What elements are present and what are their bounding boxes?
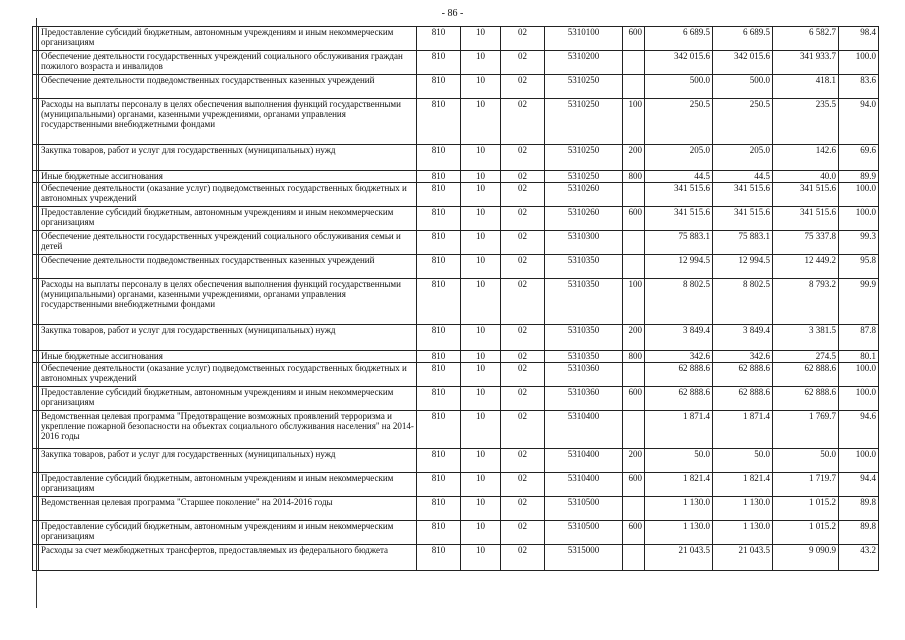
cell-percent: 100.0 [839, 183, 879, 207]
cell-ved: 810 [417, 351, 461, 363]
cell-percent: 99.9 [839, 279, 879, 325]
cell-rz: 10 [461, 75, 501, 99]
cell-percent: 100.0 [839, 207, 879, 231]
cell-rz: 10 [461, 51, 501, 75]
cell-vr: 100 [623, 99, 645, 145]
cell-rz: 10 [461, 351, 501, 363]
cell-executed: 341 515.6 [773, 183, 839, 207]
cell-rz: 10 [461, 171, 501, 183]
cell-plan: 12 994.5 [645, 255, 713, 279]
cell-executed: 1 719.7 [773, 473, 839, 497]
cell-pr: 02 [501, 145, 545, 171]
cell-percent: 100.0 [839, 387, 879, 411]
cell-ved: 810 [417, 145, 461, 171]
cell-plan: 6 689.5 [645, 27, 713, 51]
cell-percent: 89.9 [839, 171, 879, 183]
cell-csr: 5310500 [545, 521, 623, 545]
cell-name: Закупка товаров, работ и услуг для государственных (муниципальных) нужд [39, 325, 417, 351]
cell-rz: 10 [461, 255, 501, 279]
table-row [33, 387, 879, 411]
cell-rz: 10 [461, 411, 501, 449]
cell-approved: 1 130.0 [713, 521, 773, 545]
table-row [33, 449, 879, 473]
cell-percent: 94.0 [839, 99, 879, 145]
cell-name: Иные бюджетные ассигнования [39, 351, 417, 363]
cell-csr: 5310350 [545, 351, 623, 363]
cell-executed: 142.6 [773, 145, 839, 171]
cell-approved: 8 802.5 [713, 279, 773, 325]
cell-csr: 5310350 [545, 255, 623, 279]
cell-approved: 44.5 [713, 171, 773, 183]
cell-plan: 3 849.4 [645, 325, 713, 351]
table-row [33, 27, 879, 51]
cell-plan: 342 015.6 [645, 51, 713, 75]
cell-executed: 12 449.2 [773, 255, 839, 279]
cell-rz: 10 [461, 27, 501, 51]
cell-ved: 810 [417, 183, 461, 207]
cell-ved: 810 [417, 75, 461, 99]
cell-csr: 5310500 [545, 497, 623, 521]
cell-ved: 810 [417, 51, 461, 75]
cell-executed: 235.5 [773, 99, 839, 145]
cell-name: Расходы на выплаты персоналу в целях обеспечения выполнения функций государственными (муниципальными) органами, казенными учреждениями, органами управления государственными внебюджетными фондами [39, 279, 417, 325]
cell-executed: 418.1 [773, 75, 839, 99]
cell-csr: 5310400 [545, 473, 623, 497]
cell-executed: 1 015.2 [773, 497, 839, 521]
cell-rz: 10 [461, 449, 501, 473]
cell-executed: 8 793.2 [773, 279, 839, 325]
cell-plan: 1 130.0 [645, 497, 713, 521]
cell-pr: 02 [501, 231, 545, 255]
cell-csr: 5310200 [545, 51, 623, 75]
table-row [33, 545, 879, 571]
cell-ved: 810 [417, 279, 461, 325]
cell-csr: 5310250 [545, 171, 623, 183]
cell-name: Ведомственная целевая программа "Предотвращение возможных проявлений терроризма и укрепление пожарной безопасности на объектах социального обслуживания населения" на 2014-2016 годы [39, 411, 417, 449]
cell-vr [623, 545, 645, 571]
cell-csr: 5310260 [545, 207, 623, 231]
cell-vr [623, 363, 645, 387]
cell-name: Предоставление субсидий бюджетным, автономным учреждениям и иным некоммерческим организациям [39, 27, 417, 51]
table-row [33, 207, 879, 231]
cell-pr: 02 [501, 473, 545, 497]
cell-vr: 200 [623, 325, 645, 351]
cell-rz: 10 [461, 145, 501, 171]
cell-percent: 87.8 [839, 325, 879, 351]
cell-approved: 3 849.4 [713, 325, 773, 351]
cell-percent: 99.3 [839, 231, 879, 255]
cell-pr: 02 [501, 171, 545, 183]
cell-vr: 200 [623, 145, 645, 171]
cell-percent: 100.0 [839, 449, 879, 473]
cell-pr: 02 [501, 545, 545, 571]
cell-rz: 10 [461, 521, 501, 545]
cell-percent: 83.6 [839, 75, 879, 99]
table-row [33, 411, 879, 449]
table-row [33, 351, 879, 363]
table-body [33, 27, 879, 571]
cell-approved: 250.5 [713, 99, 773, 145]
cell-executed: 62 888.6 [773, 387, 839, 411]
cell-name: Обеспечение деятельности подведомственных государственных казенных учреждений [39, 255, 417, 279]
cell-ved: 810 [417, 521, 461, 545]
cell-vr [623, 183, 645, 207]
cell-rz: 10 [461, 473, 501, 497]
cell-percent: 43.2 [839, 545, 879, 571]
table-row [33, 497, 879, 521]
cell-name: Расходы за счет межбюджетных трансфертов, предоставляемых из федерального бюджета [39, 545, 417, 571]
cell-rz: 10 [461, 325, 501, 351]
cell-ved: 810 [417, 411, 461, 449]
cell-pr: 02 [501, 75, 545, 99]
cell-executed: 341 515.6 [773, 207, 839, 231]
cell-rz: 10 [461, 497, 501, 521]
cell-name: Предоставление субсидий бюджетным, автономным учреждениям и иным некоммерческим организациям [39, 473, 417, 497]
cell-percent: 89.8 [839, 521, 879, 545]
cell-plan: 1 871.4 [645, 411, 713, 449]
cell-plan: 8 802.5 [645, 279, 713, 325]
cell-name: Обеспечение деятельности (оказание услуг) подведомственных государственных бюджетных и автономных учреждений [39, 363, 417, 387]
cell-executed: 62 888.6 [773, 363, 839, 387]
cell-rz: 10 [461, 387, 501, 411]
cell-approved: 6 689.5 [713, 27, 773, 51]
cell-executed: 274.5 [773, 351, 839, 363]
cell-name: Ведомственная целевая программа "Старшее поколение" на 2014-2016 годы [39, 497, 417, 521]
cell-pr: 02 [501, 521, 545, 545]
cell-csr: 5310250 [545, 75, 623, 99]
budget-table [32, 26, 879, 571]
cell-approved: 500.0 [713, 75, 773, 99]
table-row [33, 325, 879, 351]
cell-rz: 10 [461, 279, 501, 325]
cell-pr: 02 [501, 207, 545, 231]
cell-executed: 9 090.9 [773, 545, 839, 571]
cell-rz: 10 [461, 545, 501, 571]
cell-executed: 50.0 [773, 449, 839, 473]
cell-approved: 1 871.4 [713, 411, 773, 449]
cell-ved: 810 [417, 363, 461, 387]
cell-ved: 810 [417, 255, 461, 279]
cell-ved: 810 [417, 171, 461, 183]
cell-vr: 600 [623, 27, 645, 51]
table-row [33, 363, 879, 387]
cell-percent: 94.6 [839, 411, 879, 449]
cell-ved: 810 [417, 449, 461, 473]
cell-vr: 600 [623, 521, 645, 545]
cell-ved: 810 [417, 387, 461, 411]
cell-csr: 5310400 [545, 449, 623, 473]
cell-approved: 62 888.6 [713, 387, 773, 411]
cell-approved: 341 515.6 [713, 183, 773, 207]
cell-name: Закупка товаров, работ и услуг для государственных (муниципальных) нужд [39, 145, 417, 171]
cell-csr: 5310360 [545, 363, 623, 387]
cell-vr: 600 [623, 473, 645, 497]
cell-executed: 1 015.2 [773, 521, 839, 545]
table-row [33, 521, 879, 545]
table-row [33, 171, 879, 183]
cell-plan: 50.0 [645, 449, 713, 473]
cell-rz: 10 [461, 207, 501, 231]
cell-csr: 5310100 [545, 27, 623, 51]
cell-pr: 02 [501, 99, 545, 145]
cell-pr: 02 [501, 255, 545, 279]
cell-csr: 5315000 [545, 545, 623, 571]
cell-ved: 810 [417, 231, 461, 255]
cell-ved: 810 [417, 545, 461, 571]
cell-vr: 600 [623, 387, 645, 411]
cell-vr [623, 231, 645, 255]
cell-percent: 100.0 [839, 51, 879, 75]
cell-approved: 50.0 [713, 449, 773, 473]
cell-name: Обеспечение деятельности государственных учреждений социального обслуживания семьи и детей [39, 231, 417, 255]
cell-name: Закупка товаров, работ и услуг для государственных (муниципальных) нужд [39, 449, 417, 473]
cell-csr: 5310400 [545, 411, 623, 449]
cell-pr: 02 [501, 279, 545, 325]
cell-executed: 1 769.7 [773, 411, 839, 449]
table-row [33, 183, 879, 207]
cell-plan: 62 888.6 [645, 363, 713, 387]
cell-percent: 94.4 [839, 473, 879, 497]
cell-plan: 1 130.0 [645, 521, 713, 545]
cell-name: Расходы на выплаты персоналу в целях обеспечения выполнения функций государственными (муниципальными) органами, казенными учреждениями, органами управления государственными внебюджетными фондами [39, 99, 417, 145]
table-row [33, 51, 879, 75]
cell-plan: 1 821.4 [645, 473, 713, 497]
cell-vr [623, 75, 645, 99]
cell-vr: 800 [623, 351, 645, 363]
cell-pr: 02 [501, 325, 545, 351]
cell-executed: 341 933.7 [773, 51, 839, 75]
cell-csr: 5310350 [545, 279, 623, 325]
cell-name: Предоставление субсидий бюджетным, автономным учреждениям и иным некоммерческим организациям [39, 387, 417, 411]
cell-rz: 10 [461, 231, 501, 255]
cell-plan: 62 888.6 [645, 387, 713, 411]
cell-pr: 02 [501, 183, 545, 207]
cell-pr: 02 [501, 351, 545, 363]
cell-csr: 5310350 [545, 325, 623, 351]
cell-executed: 75 337.8 [773, 231, 839, 255]
cell-approved: 341 515.6 [713, 207, 773, 231]
cell-approved: 62 888.6 [713, 363, 773, 387]
cell-vr [623, 51, 645, 75]
cell-approved: 75 883.1 [713, 231, 773, 255]
cell-approved: 1 130.0 [713, 497, 773, 521]
cell-plan: 75 883.1 [645, 231, 713, 255]
cell-plan: 250.5 [645, 99, 713, 145]
cell-pr: 02 [501, 449, 545, 473]
cell-rz: 10 [461, 99, 501, 145]
cell-approved: 342 015.6 [713, 51, 773, 75]
table-row [33, 279, 879, 325]
cell-name: Обеспечение деятельности подведомственных государственных казенных учреждений [39, 75, 417, 99]
cell-executed: 6 582.7 [773, 27, 839, 51]
cell-approved: 21 043.5 [713, 545, 773, 571]
cell-executed: 3 381.5 [773, 325, 839, 351]
cell-percent: 69.6 [839, 145, 879, 171]
cell-percent: 80.1 [839, 351, 879, 363]
cell-vr [623, 411, 645, 449]
cell-plan: 341 515.6 [645, 183, 713, 207]
cell-vr: 600 [623, 207, 645, 231]
cell-csr: 5310260 [545, 183, 623, 207]
cell-name: Предоставление субсидий бюджетным, автономным учреждениям и иным некоммерческим организациям [39, 521, 417, 545]
cell-pr: 02 [501, 363, 545, 387]
cell-name: Обеспечение деятельности (оказание услуг) подведомственных государственных бюджетных и автономных учреждений [39, 183, 417, 207]
cell-pr: 02 [501, 387, 545, 411]
cell-name: Иные бюджетные ассигнования [39, 171, 417, 183]
cell-csr: 5310250 [545, 145, 623, 171]
cell-approved: 205.0 [713, 145, 773, 171]
cell-vr: 100 [623, 279, 645, 325]
cell-name: Предоставление субсидий бюджетным, автономным учреждениям и иным некоммерческим организациям [39, 207, 417, 231]
table-row [33, 473, 879, 497]
cell-ved: 810 [417, 27, 461, 51]
cell-executed: 40.0 [773, 171, 839, 183]
cell-plan: 500.0 [645, 75, 713, 99]
cell-ved: 810 [417, 325, 461, 351]
cell-plan: 21 043.5 [645, 545, 713, 571]
cell-percent: 95.8 [839, 255, 879, 279]
table-row [33, 75, 879, 99]
table-row [33, 145, 879, 171]
cell-pr: 02 [501, 27, 545, 51]
cell-vr [623, 497, 645, 521]
cell-csr: 5310360 [545, 387, 623, 411]
cell-rz: 10 [461, 183, 501, 207]
cell-csr: 5310300 [545, 231, 623, 255]
cell-ved: 810 [417, 497, 461, 521]
cell-pr: 02 [501, 411, 545, 449]
cell-name: Обеспечение деятельности государственных учреждений социального обслуживания граждан пожилого возраста и инвалидов [39, 51, 417, 75]
cell-vr: 800 [623, 171, 645, 183]
page-number: - 86 - [441, 8, 464, 19]
cell-approved: 342.6 [713, 351, 773, 363]
cell-percent: 89.8 [839, 497, 879, 521]
table-row [33, 231, 879, 255]
cell-pr: 02 [501, 51, 545, 75]
cell-plan: 205.0 [645, 145, 713, 171]
cell-approved: 12 994.5 [713, 255, 773, 279]
cell-vr: 200 [623, 449, 645, 473]
table-row [33, 255, 879, 279]
cell-plan: 341 515.6 [645, 207, 713, 231]
table-row [33, 99, 879, 145]
cell-plan: 44.5 [645, 171, 713, 183]
cell-percent: 98.4 [839, 27, 879, 51]
cell-csr: 5310250 [545, 99, 623, 145]
cell-plan: 342.6 [645, 351, 713, 363]
cell-percent: 100.0 [839, 363, 879, 387]
cell-vr [623, 255, 645, 279]
cell-ved: 810 [417, 99, 461, 145]
cell-approved: 1 821.4 [713, 473, 773, 497]
cell-ved: 810 [417, 207, 461, 231]
cell-ved: 810 [417, 473, 461, 497]
cell-rz: 10 [461, 363, 501, 387]
cell-pr: 02 [501, 497, 545, 521]
